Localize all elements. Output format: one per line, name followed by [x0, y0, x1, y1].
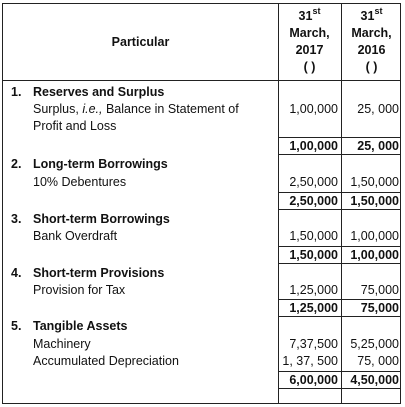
header-2017: 31st March, 2017 ( ) [289, 5, 330, 74]
table-row: Accumulated Depreciation 1, 37, 500 75, 000 [33, 354, 399, 368]
table-row: Surplus, i.e., Balance in Statement of 1,00,000 25, 000 [33, 102, 399, 116]
section-heading: 2. Long-term Borrowings [11, 157, 168, 171]
header-divider [3, 80, 400, 81]
table-row: Machinery 7,37,500 5,25,000 [33, 337, 399, 351]
total-row: 1,50,000 1,00,000 [289, 248, 399, 262]
section-heading: 3. Short-term Borrowings [11, 212, 170, 226]
table-row: 10% Debentures 2,50,000 1,50,000 [33, 175, 399, 189]
header-2016: 31st March, 2016 ( ) [351, 5, 392, 74]
total-row: 1,25,000 75,000 [289, 301, 399, 315]
section-heading: 4. Short-term Provisions [11, 266, 165, 280]
total-row: 1,00,000 25, 000 [289, 139, 399, 153]
section-heading: 5. Tangible Assets [11, 319, 128, 333]
total-row: 6,00,000 4,50,000 [289, 373, 399, 387]
total-row: 2,50,000 1,50,000 [289, 194, 399, 208]
table-row: Bank Overdraft 1,50,000 1,00,000 [33, 229, 399, 243]
section-heading: 1. Reserves and Surplus [11, 85, 165, 99]
table-row: Provision for Tax 1,25,000 75,000 [33, 283, 399, 297]
table-row-cont: Profit and Loss [33, 119, 117, 133]
header-particular: Particular [111, 35, 170, 49]
balance-table [2, 3, 401, 404]
